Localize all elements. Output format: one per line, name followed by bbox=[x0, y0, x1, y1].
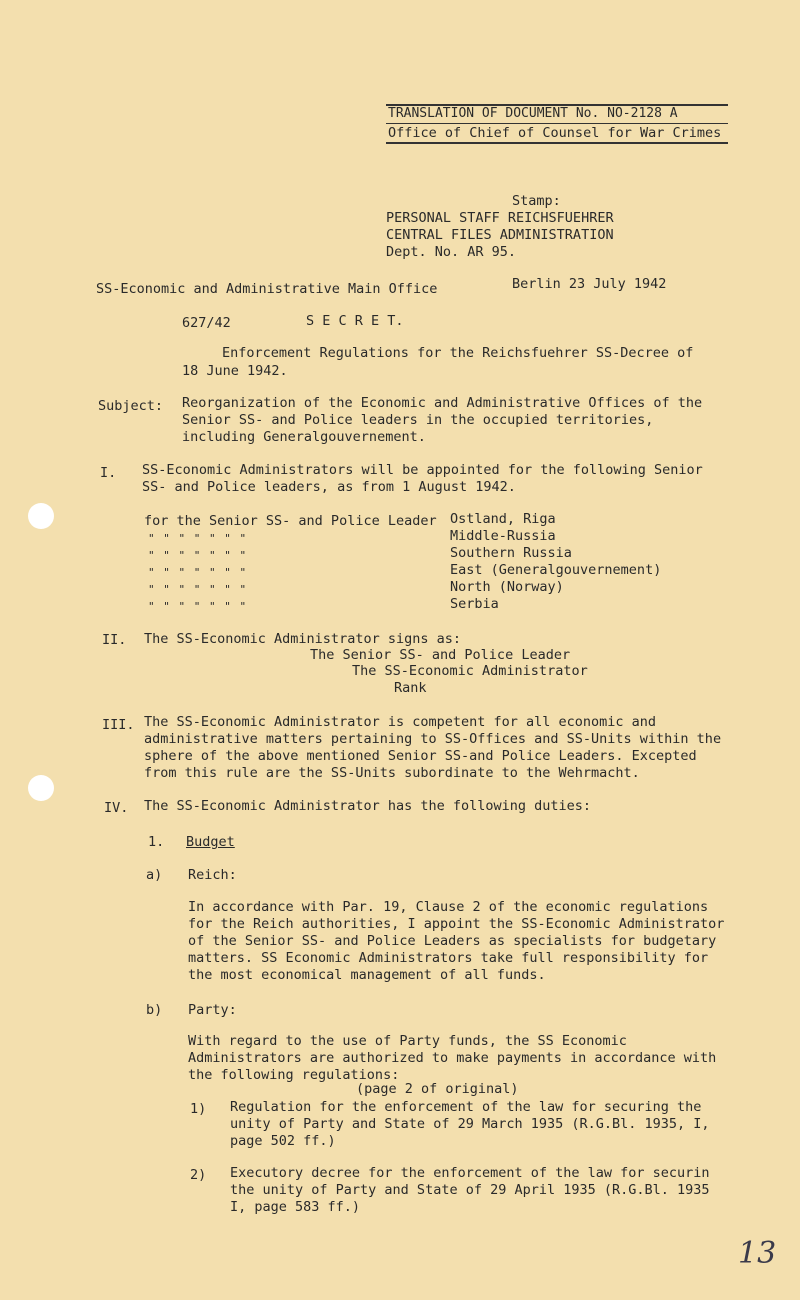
reich-line: matters. SS Economic Administrators take full responsibility for bbox=[188, 950, 709, 966]
regulation-1-line: Regulation for the enforcement of the law for securing the bbox=[230, 1099, 702, 1115]
regulation-2-line: the unity of Party and State of 29 April 1935 (R.G.Bl. 1935 bbox=[230, 1182, 710, 1198]
enforcement-line-2: 18 June 1942. bbox=[182, 363, 288, 379]
place-date: Berlin 23 July 1942 bbox=[512, 276, 667, 292]
region-item: East (Generalgouvernement) bbox=[450, 562, 662, 578]
ditto-row: " " " " " " " bbox=[148, 549, 248, 562]
region-item: Middle-Russia bbox=[450, 528, 556, 544]
subject-line-3: including Generalgouvernement. bbox=[182, 429, 426, 445]
item-b-title: Party: bbox=[188, 1002, 237, 1018]
region-item: Southern Russia bbox=[450, 545, 572, 561]
section-1-line-2: SS- and Police leaders, as from 1 August 1942. bbox=[142, 479, 516, 495]
region-item: North (Norway) bbox=[450, 579, 564, 595]
section-1-line-1: SS-Economic Administrators will be appointed for the following Senior bbox=[142, 462, 703, 478]
punch-hole-bottom bbox=[28, 775, 54, 801]
regulation-1-line: unity of Party and State of 29 March 1935 (R.G.Bl. 1935, I, bbox=[230, 1116, 710, 1132]
stamp-line-1: PERSONAL STAFF REICHSFUEHRER bbox=[386, 210, 614, 226]
reference-number: 627/42 bbox=[182, 315, 231, 331]
section-3-line-4: from this rule are the SS-Units subordinate to the Wehrmacht. bbox=[144, 765, 640, 781]
section-2-line-2: The Senior SS- and Police Leader bbox=[310, 647, 571, 663]
item-1-title: Budget bbox=[186, 834, 235, 850]
reich-line: for the Reich authorities, I appoint the SS-Economic Administrator bbox=[188, 916, 725, 932]
header-rule-mid bbox=[386, 123, 728, 124]
handwritten-page-number: 13 bbox=[738, 1236, 777, 1271]
reich-line: In accordance with Par. 19, Clause 2 of the economic regulations bbox=[188, 899, 709, 915]
ditto-row: " " " " " " " bbox=[148, 566, 248, 579]
subject-line-1: Reorganization of the Economic and Administrative Offices of the bbox=[182, 395, 703, 411]
section-2-numeral: II. bbox=[102, 632, 127, 648]
item-a-label: a) bbox=[146, 867, 163, 883]
ditto-row: " " " " " " " bbox=[148, 600, 248, 613]
item-1-number: 1. bbox=[148, 834, 165, 850]
section-3-numeral: III. bbox=[102, 717, 135, 733]
section-4-numeral: IV. bbox=[104, 800, 129, 816]
reich-line: the most economical management of all funds. bbox=[188, 967, 546, 983]
section-3-line-3: sphere of the above mentioned Senior SS-and Police Leaders. Excepted bbox=[144, 748, 697, 764]
region-item: Ostland, Riga bbox=[450, 511, 556, 527]
ditto-row: " " " " " " " bbox=[148, 532, 248, 545]
reich-line: of the Senior SS- and Police Leaders as specialists for budgetary bbox=[188, 933, 717, 949]
punch-hole-top bbox=[28, 503, 54, 529]
classification: S E C R E T. bbox=[306, 313, 404, 329]
section-2-line-3: The SS-Economic Administrator bbox=[352, 663, 588, 679]
section-1-numeral: I. bbox=[100, 465, 117, 481]
regulation-1-line: page 502 ff.) bbox=[230, 1133, 336, 1149]
section-2-rank: Rank bbox=[394, 680, 427, 696]
document-title: TRANSLATION OF DOCUMENT No. NO-2128 A bbox=[388, 106, 678, 121]
section-4-line-1: The SS-Economic Administrator has the following duties: bbox=[144, 798, 592, 814]
regulation-2-number: 2) bbox=[190, 1167, 207, 1183]
stamp-line-2: CENTRAL FILES ADMINISTRATION bbox=[386, 227, 614, 243]
region-prefix: for the Senior SS- and Police Leader bbox=[144, 513, 437, 529]
regulation-2-line: Executory decree for the enforcement of the law for securin bbox=[230, 1165, 710, 1181]
regulation-2-line: I, page 583 ff.) bbox=[230, 1199, 361, 1215]
item-a-title: Reich: bbox=[188, 867, 237, 883]
region-item: Serbia bbox=[450, 596, 499, 612]
section-3-line-1: The SS-Economic Administrator is competent for all economic and bbox=[144, 714, 657, 730]
section-3-line-2: administrative matters pertaining to SS-Offices and SS-Units within the bbox=[144, 731, 722, 747]
enforcement-line-1: Enforcement Regulations for the Reichsfuehrer SS-Decree of bbox=[222, 345, 694, 361]
party-line: the following regulations: bbox=[188, 1067, 400, 1083]
subject-line-2: Senior SS- and Police leaders in the occupied territories, bbox=[182, 412, 654, 428]
party-line: With regard to the use of Party funds, the SS Economic bbox=[188, 1033, 627, 1049]
ditto-row: " " " " " " " bbox=[148, 583, 248, 596]
stamp-label: Stamp: bbox=[512, 193, 561, 209]
header-rule-bottom bbox=[386, 142, 728, 144]
stamp-line-3: Dept. No. AR 95. bbox=[386, 244, 517, 260]
office-line: Office of Chief of Counsel for War Crimes bbox=[388, 125, 722, 141]
section-2-line-1: The SS-Economic Administrator signs as: bbox=[144, 631, 461, 647]
page-note: (page 2 of original) bbox=[356, 1081, 519, 1097]
party-line: Administrators are authorized to make payments in accordance with bbox=[188, 1050, 717, 1066]
sender-office: SS-Economic and Administrative Main Office bbox=[96, 281, 438, 297]
item-b-label: b) bbox=[146, 1002, 163, 1018]
regulation-1-number: 1) bbox=[190, 1101, 207, 1117]
subject-label: Subject: bbox=[98, 398, 164, 414]
